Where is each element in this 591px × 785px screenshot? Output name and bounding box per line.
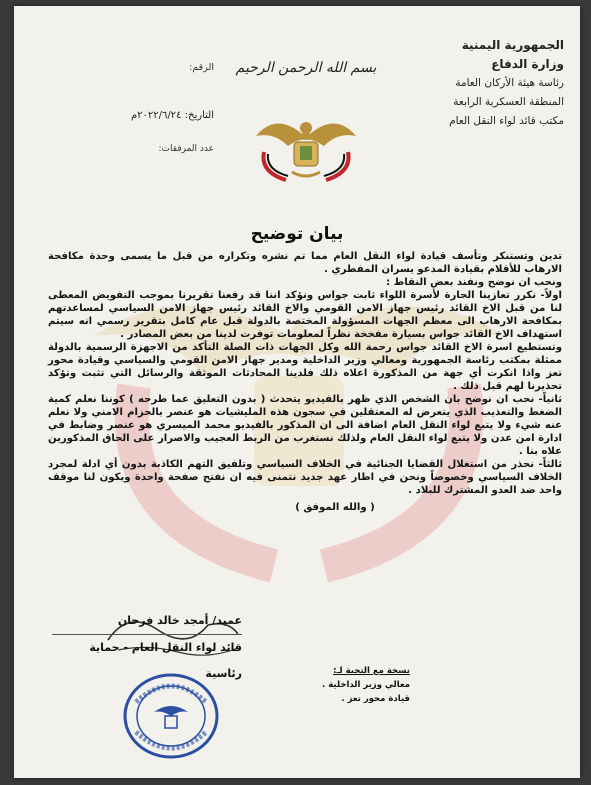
document-page (14, 6, 580, 778)
body-paragraph: ثالثاً- نحذر من استغلال القضايا الجنائية في الخلاف السياسي وتلفيق التهم الكاذبة بدون أي ادلة لمجرد الخلاف السياسي وخصوصاً ونحن في اطار عهد جديد نتمنى فيه ان نفتح صفحة واحدة ويكون لنا موقف واحد ضد العدو المشترك للبلاد . (48, 459, 562, 496)
letterhead-right (394, 36, 564, 131)
body-paragraph: ثانياً- نحب ان نوضح بان الشخص الذي ظهر بالفيديو يتحدث ( بدون التعليق عما طرحه ) كوننا نعلم كمية الضغط والتعذيب الذي يتعرض له المعتقلين في سجون هذه المليشيات هو عنصر بالحزام الامني ولا نعلم عنه شيء ولا يتبع لواء النقل العام اضافة الى ان المذكور بالفيديو محمد الميسري هو عنصر وضابط في ادارة امن عدن ولا يتبع لواء النقل العام ولذلك نستغرب من الربط العجيب والاصرار على الحاق المذكورين علاه بنا . (48, 394, 562, 457)
official-stamp-icon (122, 672, 220, 760)
closing-line: ( والله الموفق ) (295, 502, 375, 513)
letterhead-line: رئاسة هيئة الأركان العامة (455, 77, 564, 89)
reference-number-label: الرقم: (189, 62, 214, 73)
body-paragraph: اولاً- نكرر تعازينا الحارة لأسرة اللواء ثابت جواس ونؤكد اننا قد رفعنا تقريرنا بموجب التفويض المعطى لنا من قبل الاخ القائد رئيس جهاز الامن القومي والاخ القائد رئيس جهاز الامن السياسي لمساعدتهم بمكافحة الارهاب الى معظم الجهات المسؤولة المختصة بالدولة قبل عام كامل بتقرير رسمي انه سيتم استهداف الاخ القائد جواس بسيارة مفخخة نظراً لمعلومات توفرت لدينا من بعض المصادر . (48, 290, 562, 340)
letterhead-line: المنطقة العسكرية الرابعة (453, 96, 564, 108)
copies-header: نسخة مع التحية لـ: (333, 666, 410, 676)
letterhead-line: الجمهورية اليمنية (461, 38, 564, 52)
body-paragraph: وتستطيع اسرة الاخ القائد جواس رحمة الله وكل الجهات ذات الصلة التأكد من الاجهزة الرسمية بالدولة ممثلة بمكتب رئاسة الجمهورية ومعالي وزير الداخلية ومدير جهاز الامن القومي والسياسي وقيادة محور تعز واذا انكرت أي جهة من المذكورة اعلاه ذلك فلدينا المحادثات الموثقة والرسائل التي تثبت وتؤكد تحذيرنا لهم قبل ذلك . (48, 342, 562, 392)
copy-recipient: قيادة محور تعز . (341, 694, 410, 704)
signer-name: عميد/ أمجد خالد فرحان (117, 614, 242, 627)
signer-title: قائد لواء النقل العام - حماية رئاسية (52, 634, 242, 687)
document-body (48, 250, 562, 514)
basmala: بسم الله الرحمن الرحيم (235, 60, 377, 76)
document-title: بيان توضيح (250, 224, 344, 244)
body-paragraph: تدين وتستنكر وتأسف قيادة لواء النقل العام مما تم نشره وتكراره من قبل ما يسمى وحدة مكافحة الارهاب للأقلام بقيادة المدعو يسران المفطري . (48, 251, 562, 275)
copies-list (210, 664, 410, 706)
attachments-label: عدد المرفقات: (158, 144, 214, 154)
letterhead-line: مكتب قائد لواء النقل العام (449, 115, 564, 127)
date-line: التاريخ: ٢٠٢٢/٦/٢٤م (130, 110, 214, 121)
letterhead-line: وزارة الدفاع (491, 57, 564, 71)
eagle-emblem-icon (246, 106, 366, 188)
copy-recipient: معالي وزير الداخلية . (322, 680, 410, 690)
body-paragraph: ونحب ان نوضح ونفند بعض النقاط : (386, 277, 562, 288)
